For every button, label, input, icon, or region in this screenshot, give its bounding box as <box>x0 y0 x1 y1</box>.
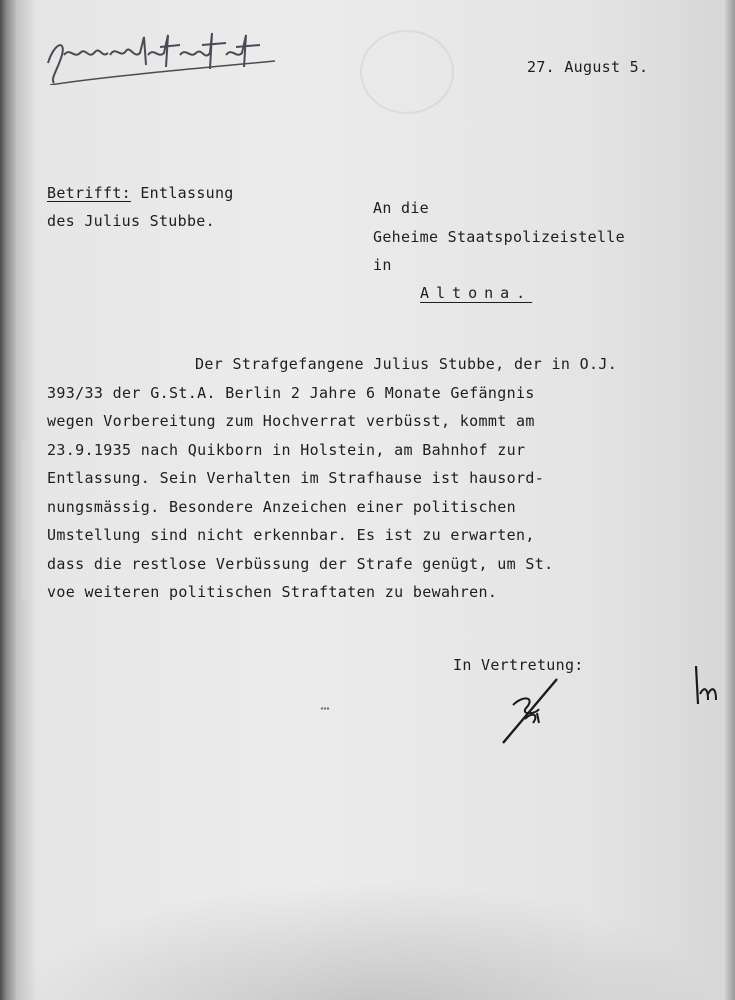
body-line-4: 23.9.1935 nach Quikborn in Holstein, am Bahnhof zur <box>47 441 526 459</box>
faint-stamp <box>360 30 454 114</box>
left-binding-edge <box>0 0 16 1000</box>
subject-text-1: Entlassung <box>140 184 234 202</box>
body-line-3: wegen Vorbereitung zum Hochverrat verbüsst, kommt am <box>47 412 535 430</box>
body-line-5: Entlassung. Sein Verhalten im Strafhause ist hausord- <box>47 469 545 487</box>
closing-text: In Vertretung: <box>453 656 584 674</box>
recipient-line-3: in <box>373 256 392 274</box>
signature-icon <box>495 675 565 745</box>
handwriting-icon <box>40 25 280 85</box>
body-line-2: 393/33 der G.St.A. Berlin 2 Jahre 6 Monate Gefängnis <box>47 384 535 402</box>
body-line-8: dass die restlose Verbüssung der Strafe genügt, um St. <box>47 555 554 573</box>
recipient-line-2: Geheime Staatspolizeistelle <box>373 228 625 246</box>
recipient-city: Altona. <box>420 284 533 302</box>
body-line-7: Umstellung sind nicht erkennbar. Es ist zu erwarten, <box>47 526 535 544</box>
document-date: 27. August 5. <box>527 58 649 76</box>
subject-label: Betrifft: <box>47 184 131 202</box>
right-page-edge <box>725 0 735 1000</box>
side-archive-stamp-icon <box>16 440 32 600</box>
body-line-9: voe weiteren politischen Straftaten zu bewahren. <box>47 583 498 601</box>
margin-initial-icon <box>688 660 728 710</box>
recipient-line-1: An die <box>373 199 429 217</box>
bottom-shadow <box>0 880 735 1000</box>
body-line-6: nungsmässig. Besondere Anzeichen einer politischen <box>47 498 517 516</box>
small-dots-mark <box>320 706 330 711</box>
body-line-1: Der Strafgefangene Julius Stubbe, der in O.J. <box>195 355 618 373</box>
subject-line-1 <box>47 184 234 202</box>
subject-text-2: des Julius Stubbe. <box>47 212 215 230</box>
